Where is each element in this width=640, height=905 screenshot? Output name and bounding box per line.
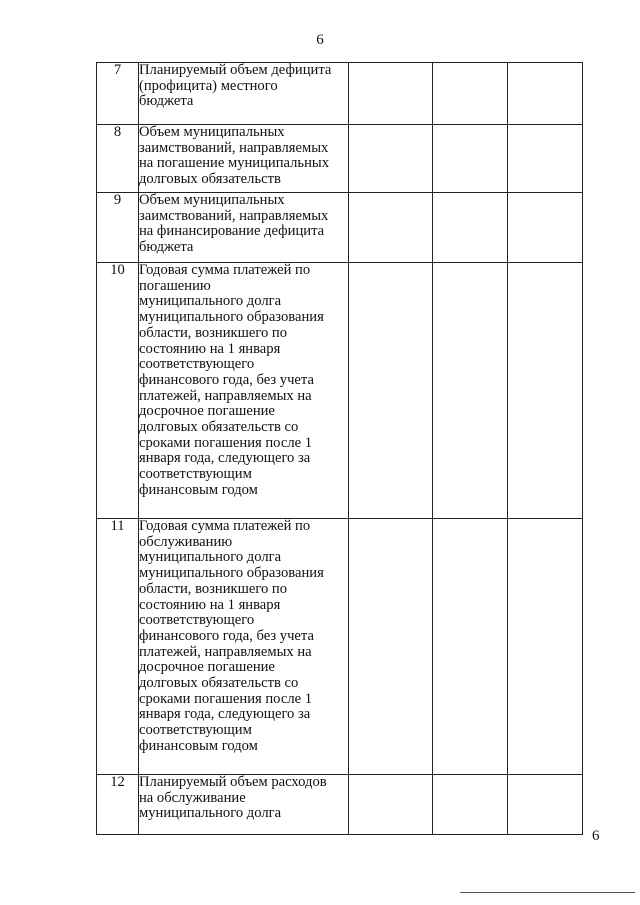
row-description	[139, 193, 349, 263]
value-cell	[508, 125, 583, 193]
value-cell	[349, 263, 433, 519]
table-row	[97, 125, 583, 193]
table-row	[97, 775, 583, 835]
description-line: Годовая сумма платежей по	[139, 262, 311, 278]
value-cell	[508, 519, 583, 775]
description-line: муниципального долга	[139, 549, 282, 566]
value-cell	[349, 775, 433, 835]
table-row	[97, 193, 583, 263]
description-line: муниципального долга	[139, 805, 282, 822]
description-line: финансовым годом	[139, 481, 258, 498]
value-cell	[508, 63, 583, 125]
description-line: муниципального образования	[139, 309, 324, 326]
value-cell	[349, 519, 433, 775]
description-line: января года, следующего за	[139, 706, 311, 723]
value-cell	[433, 263, 508, 519]
value-cell	[508, 193, 583, 263]
description-line: Объем муниципальных	[139, 124, 285, 140]
description-line: досрочное погашение	[139, 659, 275, 676]
value-cell	[433, 193, 508, 263]
description-line: Планируемый объем дефицита	[139, 62, 332, 78]
row-description	[139, 263, 349, 519]
description-line: соответствующего	[139, 356, 255, 373]
description-line: досрочное погашение	[139, 403, 275, 420]
row-description	[139, 519, 349, 775]
description-line: финансового года, без учета	[139, 371, 314, 388]
page-number-bottom: 6	[592, 828, 600, 844]
description-line: обслуживанию	[139, 533, 233, 550]
description-line: платежей, направляемых на	[139, 387, 312, 404]
description-line: (профицита) местного	[139, 77, 278, 94]
description-line: долговых обязательств	[139, 171, 281, 188]
description-line: области, возникшего по	[139, 580, 288, 597]
value-cell	[349, 125, 433, 193]
description-line: заимствований, направляемых	[139, 139, 329, 156]
row-number: 8	[97, 125, 139, 193]
description-line: соответствующим	[139, 722, 252, 739]
value-cell	[433, 63, 508, 125]
description-line: бюджета	[139, 93, 194, 110]
value-cell	[433, 125, 508, 193]
row-number: 9	[97, 193, 139, 263]
description-line: платежей, направляемых на	[139, 643, 312, 660]
value-cell	[508, 263, 583, 519]
table-row	[97, 519, 583, 775]
description-line: состоянию на 1 января	[139, 340, 281, 357]
description-line: бюджета	[139, 239, 194, 256]
description-line: долговых обязательств со	[139, 675, 299, 692]
description-line: погашению	[139, 277, 211, 294]
value-cell	[349, 63, 433, 125]
row-description	[139, 63, 349, 125]
description-line: Годовая сумма платежей по	[139, 518, 311, 534]
description-line: Планируемый объем расходов	[139, 774, 327, 790]
value-cell	[508, 775, 583, 835]
description-line: сроками погашения после 1	[139, 690, 313, 707]
budget-table	[96, 62, 583, 835]
description-line: финансовым годом	[139, 737, 258, 754]
footer-rule	[460, 892, 635, 893]
row-number: 7	[97, 63, 139, 125]
description-line: соответствующего	[139, 612, 255, 629]
value-cell	[349, 193, 433, 263]
table-row	[97, 63, 583, 125]
description-line: на погашение муниципальных	[139, 155, 330, 172]
row-number: 11	[97, 519, 139, 775]
description-line: финансового года, без учета	[139, 627, 314, 644]
row-number: 12	[97, 775, 139, 835]
description-line: муниципального долга	[139, 293, 282, 310]
description-line: муниципального образования	[139, 565, 324, 582]
row-number: 10	[97, 263, 139, 519]
value-cell	[433, 519, 508, 775]
row-description	[139, 775, 349, 835]
description-line: заимствований, направляемых	[139, 207, 329, 224]
value-cell	[433, 775, 508, 835]
description-line: состоянию на 1 января	[139, 596, 281, 613]
description-line: на обслуживание	[139, 789, 246, 806]
description-line: Объем муниципальных	[139, 192, 285, 208]
description-line: сроками погашения после 1	[139, 434, 313, 451]
description-line: января года, следующего за	[139, 450, 311, 467]
page-number-top: 6	[316, 32, 324, 48]
row-description	[139, 125, 349, 193]
description-line: долговых обязательств со	[139, 419, 299, 436]
table-row	[97, 263, 583, 519]
description-line: соответствующим	[139, 466, 252, 483]
description-line: области, возникшего по	[139, 324, 288, 341]
description-line: на финансирование дефицита	[139, 223, 325, 240]
